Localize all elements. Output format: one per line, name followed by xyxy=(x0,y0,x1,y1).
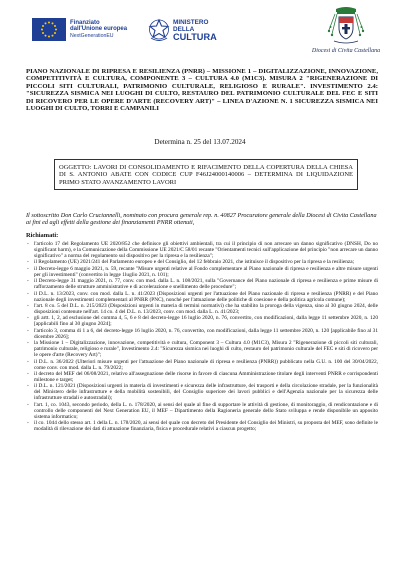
eu-line3: NextGenerationEU xyxy=(70,32,114,39)
determina-number: Determina n. 25 del 13.07.2024 xyxy=(154,138,246,146)
list-item: - il D.L. n. 36/2022 (Ulteriori misure urgenti per l'attuazione del Piano nazionale di ripresa e resilienza (PNRR)) pubblicato nella G.U. n. 100 del 30/04/2022, come conv. con mod. dalla L. n. 79/2022; xyxy=(26,359,378,371)
document-title: PIANO NAZIONALE DI RIPRESA E RESILIENZA (PNRR) – MISSIONE 1 – DIGITALIZZAZIONE, INNOVAZIONE, COMPETITIVITÀ E CULTURA, COMPONENTE 3 – CULTURA 4.0 (M1C3). MISURA 2 "RIGENERAZIONE DI PICCOLI SITI CULTURALI, PATRIMONIO CULTURALE, RELIGIOSO E RURALE". INVESTIMENTO 2.4: "SICUREZZA SISMICA NEI LUOGHI DI CULTO, RESTAURO DEL PATRIMONIO CULTURALE DEL FEC E SITI DI RICOVERO PER LE OPERE D'ARTE (RECOVERY ART)" – LINEA D'AZIONE N. 1 SICUREZZA SISMICA NEI LUOGHI DI CULTO, TORRI E CAMPANILI xyxy=(26,68,378,113)
eu-line1: Finanziato xyxy=(70,20,100,27)
list-item: - il D.L. n. 13/2023, conv. con mod. dalla L. n. 41/2023 (Disposizioni urgenti per l'attuazione del Piano nazionale di ripresa e resilienza (PNRR) e del Piano nazionale degli investimenti complementari al PNRR (PNC), nonché per l'attuazione delle politiche di coesione e della politica agricola comune); xyxy=(26,291,378,303)
list-item: - il Decreto-legge 6 maggio 2021, n. 59, recante "Misure urgenti relative al Fondo complementare al Piano nazionale di ripresa e resilienza e altre misure urgenti per gli investimenti" (convertito in legge 1luglio 2021, n. 101); xyxy=(26,266,378,278)
list-item: - il co. 1044 dello stesso art. 1 della L. n. 178/2020, ai sensi del quale con decreto del Presidente del Consiglio dei Ministri, su proposta del MEF, sono definite le modalità di rilevazione dei dati di attuazione finanziaria, fisica e procedurale relativi a ciascun progetto; xyxy=(26,420,378,432)
list-item: - l'art. 1, co. 1043, secondo periodo, della L. n. 178/2020, ai sensi del quale al fine di supportare le attività di gestione, di monitoraggio, di rendicontazione e di controllo delle componenti del Next Generation EU, il MEF – Dipartimento della Ragioneria generale dello Stato sviluppa e rende disponibile un apposito sistema informatico; xyxy=(26,402,378,420)
richiamati-heading: Richiamati: xyxy=(26,232,59,239)
intro-paragraph: Il sottoscritto Don Carlo Cruciannelli, nominato con procura generale rep. n. 40827 Procuratore generale della Diocesi di Civita Castellana ai fini ed agli effetti della gestione dei finanziamenti PNRR ottenuti, xyxy=(26,212,377,227)
ministry-text xyxy=(173,19,217,41)
diocese-caption: Diocesi di Civita Castellana xyxy=(311,48,381,54)
eu-funding-logo xyxy=(32,18,127,41)
richiamati-list xyxy=(26,241,378,433)
ministry-culture-logo xyxy=(148,18,217,42)
list-item: - il Decreto-legge 31 maggio 2021, n. 77, conv. con mod. dalla L. n. 108/2021, sulla "Governance del Piano nazionale di ripresa e resilienza e prime misure di rafforzamento delle strutture amministrative e di accelerazione e snellimento delle procedure"; xyxy=(26,278,378,290)
ministry-line1: MINISTERO xyxy=(173,19,209,27)
list-item: - il decreto del MEF del 06/08/2021, relativo all'assegnazione delle risorse in favore di ciascuna Amministrazione titolare degli interventi PNRR e corrispondenti milestone e target; xyxy=(26,371,378,383)
subject-box: OGGETTO: LAVORI DI CONSOLIDAMENTO E RIFACIMENTO DELLA COPERTURA DELLA CHIESA DI S. ANTONIO ABATE CON CODICE CUP F46J24000140006 – DETERMINA DI LIQUIDAZIONE PRIMO STATO AVANZAMENTO LAVORI xyxy=(54,159,358,190)
list-item: - gli artt. 1, 2, ad esclusione del comma 4, 5, 6 e 8 del decreto-legge 16 luglio 2020, n. 76, convertito, con modificazioni, dalla legge 11 settembre 2020, n. 120 [applicabili fino al 30 giugno 2024]; xyxy=(26,315,378,327)
list-item: - l'articolo 17 del Regolamento UE 2020/852 che definisce gli obiettivi ambientali, tra cui il principio di non arrecare un danno significativo (DNSH, Do no significant harm), e la Comunicazione della Commissione UE 2021/C 58/01 recante "Orientamenti tecnici sull'applicazione del principio "non arrecare un danno significativo" a norma del regolamento sul dispositivo per la ripresa e la resilienza"; xyxy=(26,241,378,259)
letterhead xyxy=(0,0,400,62)
ministry-line2: DELLA xyxy=(173,26,195,34)
eu-line2: dall'Unione europea xyxy=(70,26,128,33)
list-item: - il Regolamento (UE) 2021/241 del Parlamento europeo e del Consiglio, del 12 febbraio 2021, che istituisce il dispositivo per la ripresa e la resilienza; xyxy=(26,259,378,265)
ministry-line3: CULTURA xyxy=(173,31,217,42)
eu-flag-icon xyxy=(32,18,66,41)
list-item: - l'art. 8 co. 5 del D.L. n. 215/2023 (Disposizioni urgenti in materia di termini normativi) che ha stabilito la proroga della vigenza, sino al 30 giugno 2024, delle disposizioni contenute nell'art. 14 co. 4 del D.L. n. 13/2023, conv. con mod. dalla L. n. 41/2023; xyxy=(26,303,378,315)
list-item: - l'articolo 3, comma di 1 a 6, del decreto-legge 16 luglio 2020, n. 76, convertito, con modificazioni, dalla legge 11 settembre 2020, n. 120 [applicabile fino al 31 dicembre 2026]; xyxy=(26,328,378,340)
italian-republic-emblem-icon xyxy=(148,18,170,42)
episcopal-crest-icon xyxy=(326,6,366,46)
list-item: - il D.L. n. 121/2021 (Disposizioni urgenti in materia di investimenti e sicurezza delle infrastrutture, dei trasporti e della circolazione stradale, per la funzionalità del Ministero delle infrastrutture e della mobilità sostenibili, del Consiglio superiore dei lavori pubblici e dell'Agenzia nazionale per la sicurezza delle infrastrutture stradali e autostradali); xyxy=(26,383,378,401)
eu-funding-text xyxy=(70,20,127,39)
list-item: - la Missione 1 – Digitalizzazione, innovazione, competitività e cultura, Component 3 – Cultura 4.0 (M1C3), Misura 2 "Rigenerazione di piccoli siti culturali, patrimonio culturale, religioso e rurale", Investimento 2.4: "Sicurezza sismica nei luoghi di culto, restauro del patrimonio culturale del FEC e siti di ricovero per le opere d'arte (Recovery Art)"; xyxy=(26,340,378,358)
diocese-logo xyxy=(306,6,386,54)
